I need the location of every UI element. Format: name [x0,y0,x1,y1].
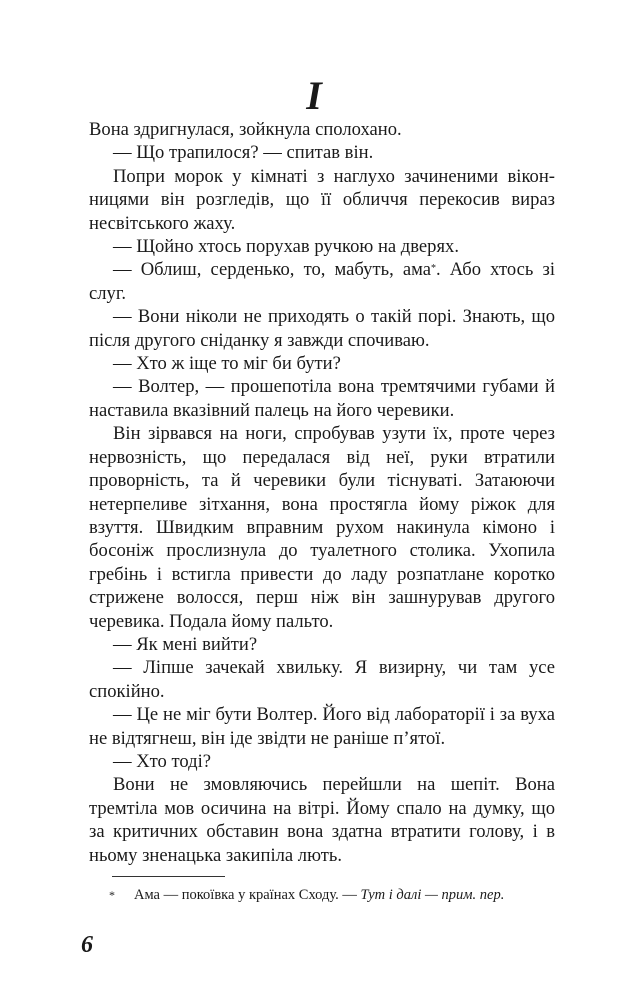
paragraph: — Хто тоді? [113,750,212,772]
paragraph-tail: . Або хтось зі слуг. [89,259,555,304]
footnote-body [134,886,562,904]
footnote-ref: * [431,263,436,275]
paragraph: — Як мені вийти? [113,633,258,655]
footnote [109,886,562,904]
paragraph: Вони не змовляючись перейшли на шепіт. Вона тремтіла мов осичина на вітрі. Йому спало на думку, що за критичних обставин вона здатна втратити голову, і в ньому зненацька закипіла лють. [89,774,555,866]
chapter-numeral: I [306,73,323,118]
paragraph-with-footnote-ref [89,258,555,305]
body-text [89,118,555,867]
page-number: 6 [81,932,93,958]
paragraph: — Ліпше зачекай хвильку. Я визирну, чи там усе спокійно. [89,657,555,702]
paragraph: Вона здригнулася, зойкнула сполохано. [89,119,402,140]
paragraph: — Це не міг бути Волтер. Його від лабораторії і за вуха не відтягнеш, він іде звідти не раніше п’ятої. [89,704,555,749]
paragraph: — Вони ніколи не приходять о такій порі. Знають, що після другого сніданку я завжди спочиваю. [89,306,555,351]
paragraph: — Хто ж іще то міг би бути? [113,353,341,375]
paragraph-head: — Облиш, серденько, то, мабуть, ама [113,259,431,281]
paragraph: Він зірвався на ноги, спробував узути їх, проте через нервозність, що передалася від неї, руки втратили проворність, та й черевики були тіснуваті. Затаюючи нетерпеливе зітхання, вона простягла йому ріжок для взуття. Швидким вправним рухом накинула кімоно і босоніж прослизнула до туалетного столика. Ухопила гребінь і встигла привести до ладу розпатлане коротко стрижене волосся, перш ніж він зашнурував другого черевика. Подала йому пальто. [89,423,555,632]
footnote-italic-note: Тут і далі — прим. пер. [360,887,505,903]
paragraph: — Що трапилося? — спитав він. [113,142,374,164]
footnote-text: Ама — покоївка у країнах Сходу. — [134,887,361,903]
paragraph: — Щойно хтось порухав ручкою на дверях. [113,236,459,258]
footnote-divider [112,876,225,877]
paragraph: — Волтер, — прошепотіла вона тремтячими губами й наставила вказівний палець на його черевики. [89,376,555,421]
paragraph: Попри морок у кімнаті з наглухо зачиненими віконницями він розгледів, що її обличчя перекосив вираз несвітського жаху. [89,165,555,234]
footnote-marker: * [109,888,115,902]
